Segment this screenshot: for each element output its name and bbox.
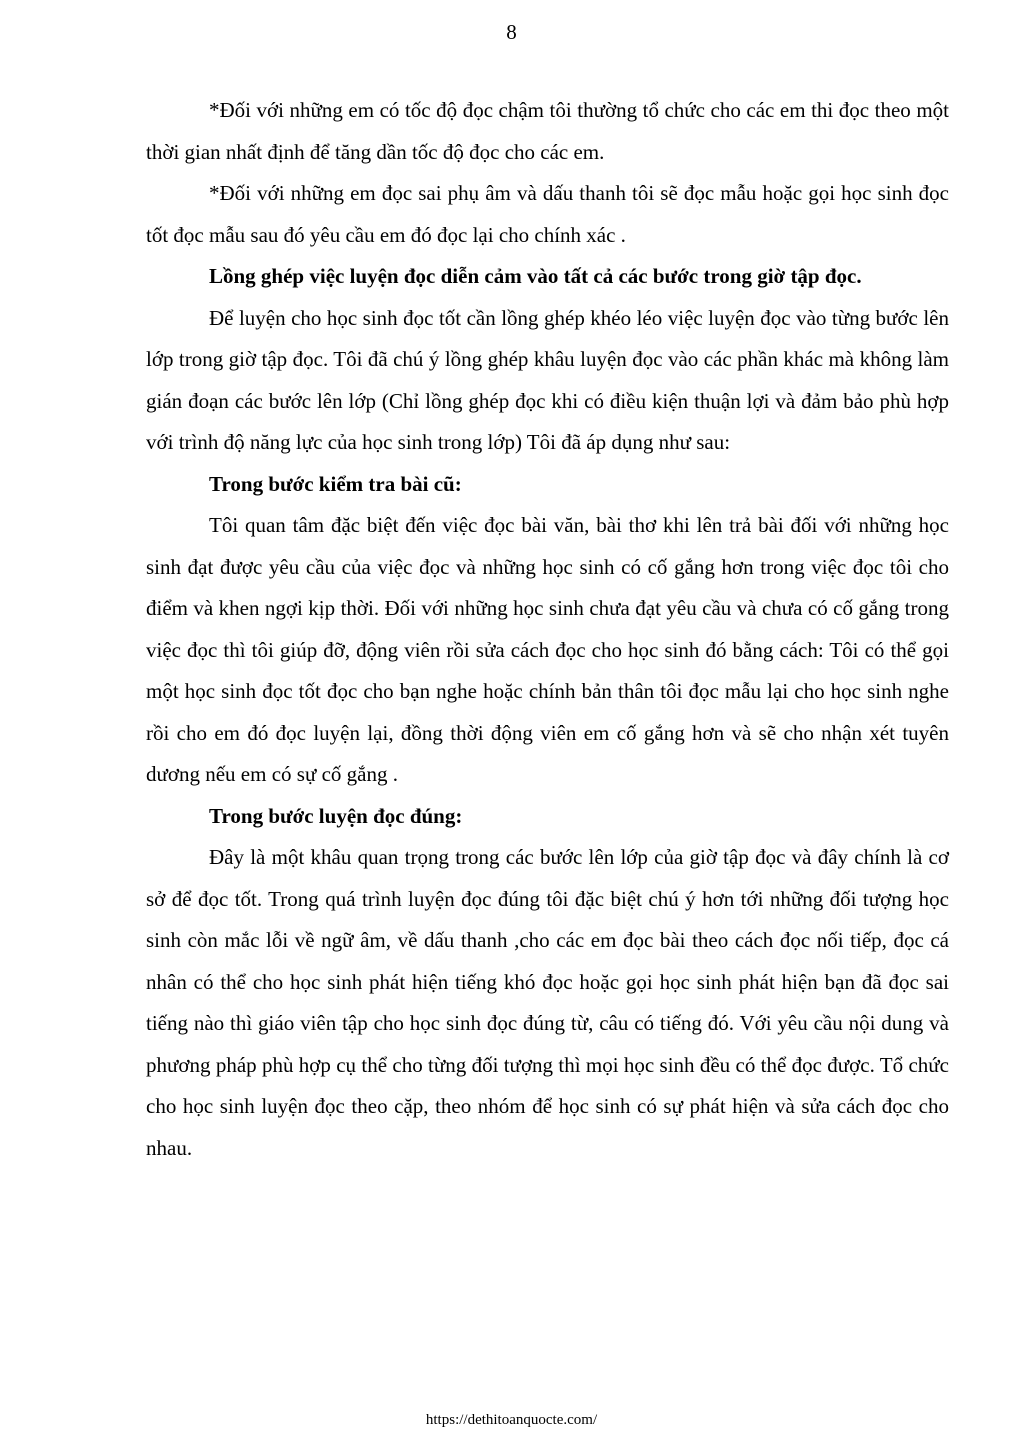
document-body (146, 90, 949, 1169)
section-heading-integrate-reading: Lồng ghép việc luyện đọc diễn cảm vào tất cả các bước trong giờ tập đọc. (209, 264, 862, 288)
paragraph-correct-reading: Đây là một khâu quan trọng trong các bước lên lớp của giờ tập đọc và đây chính là cơ sở để đọc tốt. Trong quá trình luyện đọc đúng tôi đặc biệt chú ý hơn tới những đối tượng học sinh còn mắc lỗi về ngữ âm, về dấu thanh ,cho các em đọc bài theo cách đọc nối tiếp, đọc cá nhân có thể cho học sinh phát hiện tiếng khó đọc hoặc gọi học sinh phát hiện bạn đã đọc sai tiếng nào thì giáo viên tập cho học sinh đọc đúng từ, câu có tiếng đó. Với yêu cầu nội dung và phương pháp phù hợp cụ thể cho từng đối tượng thì mọi học sinh đều có thể đọc được. Tổ chức cho học sinh luyện đọc theo cặp, theo nhóm để học sinh có sự phát hiện và sửa cách đọc cho nhau. (146, 845, 949, 1160)
paragraph-pronunciation-errors: *Đối với những em đọc sai phụ âm và dấu thanh tôi sẽ đọc mẫu hoặc gọi học sinh đọc tốt đọc mẫu sau đó yêu cầu em đó đọc lại cho chính xác . (146, 181, 949, 247)
page-number: 8 (506, 20, 517, 44)
footer-url: https://dethitoanquocte.com/ (425, 1412, 598, 1428)
paragraph-integrate-reading: Để luyện cho học sinh đọc tốt cần lồng ghép khéo léo việc luyện đọc vào từng bước lên lớp trong giờ tập đọc. Tôi đã chú ý lồng ghép khâu luyện đọc vào các phần khác mà không làm gián đoạn các bước lên lớp (Chỉ lồng ghép đọc khi có điều kiện thuận lợi và đảm bảo phù hợp với trình độ năng lực của học sinh trong lớp) Tôi đã áp dụng như sau: (146, 305, 949, 454)
paragraph-slow-readers: *Đối với những em có tốc độ đọc chậm tôi thường tổ chức cho các em thi đọc theo một thời gian nhất định để tăng dần tốc độ đọc cho các em. (146, 98, 949, 164)
section-heading-correct-reading: Trong bước luyện đọc đúng: (209, 803, 463, 828)
paragraph-review-step: Tôi quan tâm đặc biệt đến việc đọc bài văn, bài thơ khi lên trả bài đối với những học sinh đạt được yêu cầu của việc đọc và những học sinh có cố gắng hơn trong việc đọc tôi cho điểm và khen ngợi kịp thời. Đối với những học sinh chưa đạt yêu cầu và chưa có cố gắng trong việc đọc thì tôi giúp đỡ, động viên rồi sửa cách đọc cho học sinh đó bằng cách: Tôi có thể gọi một học sinh đọc tốt đọc cho bạn nghe hoặc chính bản thân tôi đọc mẫu lại cho học sinh nghe rồi cho em đó đọc luyện lại, đồng thời động viên em cố gắng hơn và sẽ cho nhận xét tuyên dương nếu em có sự cố gắng . (146, 513, 949, 786)
section-heading-review-step: Trong bước kiểm tra bài cũ: (209, 471, 462, 496)
